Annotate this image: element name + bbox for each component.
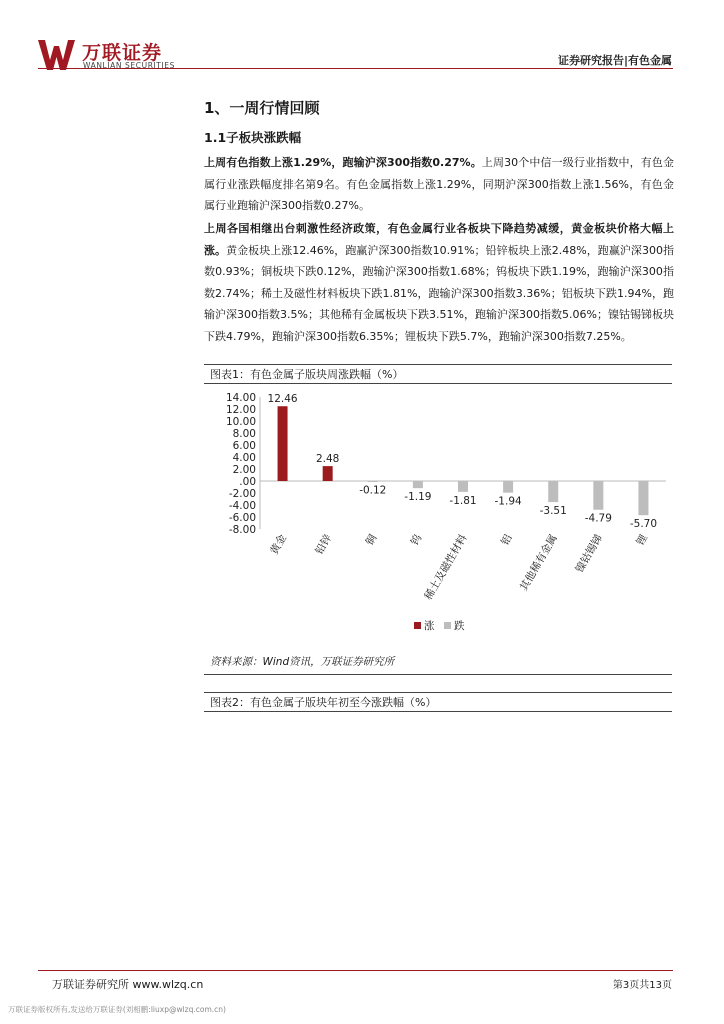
bar (413, 481, 423, 488)
y-tick-label: -4.00 (228, 500, 256, 512)
figure1-source: 资料来源：Wind资讯，万联证券研究所 (210, 656, 395, 668)
bar (593, 481, 603, 510)
data-label: -1.94 (494, 495, 522, 508)
x-category-label: 钨 (408, 532, 425, 548)
data-label: -4.79 (584, 512, 612, 525)
x-category-label: 铝 (499, 532, 515, 548)
figure1-bottom-rule (204, 674, 672, 675)
data-label: -0.12 (359, 484, 387, 497)
y-tick-label: 12.00 (225, 404, 256, 416)
bar (323, 466, 333, 481)
data-label: -3.51 (539, 505, 567, 518)
x-category-label: 其他稀有金属 (517, 532, 560, 594)
data-label: -1.81 (449, 494, 477, 507)
x-category-label: 锂 (634, 532, 651, 548)
logo-english-name: WANLIAN SECURITIES (83, 61, 176, 70)
x-category-label: 铅锌 (313, 532, 335, 557)
y-tick-label: 10.00 (225, 416, 256, 428)
figure1-title: 图表1：有色金属子版块周涨跌幅（%） (204, 364, 672, 384)
data-label: 2.48 (315, 453, 340, 466)
bar (368, 481, 378, 482)
logo-chinese-name: 万联证券 (82, 42, 163, 64)
y-tick-label: 14.00 (225, 392, 256, 404)
paragraph-subsector-detail (204, 218, 674, 348)
y-tick-label: -6.00 (228, 512, 256, 524)
paragraph-body: 黄金板块上涨12.46%，跑赢沪深300指数10.91%；铅锌板块上涨2.48%，跑赢沪深300指数0.93%；铜板块下跌0.12%，跑输沪深300指数1.68%；钨板块下跌1.19%，跑输沪深300指数2.74%；稀土及磁性材料板块下跌1.81%，跑输沪深300指数3.36%；铝板块下跌1.94%，跑输沪深300指数3.5%；其他稀有金属板块下跌3.51%，跑输沪深300指数5.06%；镍钴锡锑板块下跌4.79%，跑输沪深300指数6.35%；锂板块下跌5.7%，跑输沪深300指数7.25%。 (204, 243, 674, 343)
bar (548, 481, 558, 502)
x-category-label: 黄金 (268, 532, 290, 557)
copyright-notice: 万联证券版权所有,发送给万联证券(刘相鹏:liuxp@wlzq.com.cn) (8, 1005, 226, 1014)
y-tick-label: 2.00 (232, 464, 256, 476)
report-category: 证券研究报告|有色金属 (557, 54, 672, 67)
bar (503, 481, 513, 493)
y-tick-label: .00 (239, 476, 256, 488)
legend-swatch (444, 622, 451, 629)
y-tick-label: -2.00 (228, 488, 256, 500)
subsection-heading: 1.1子板块涨跌幅 (204, 130, 302, 145)
paragraph-lead: 上周有色指数上涨1.29%，跑输沪深300指数0.27%。 (204, 156, 482, 169)
paragraph-lead: 上周各国相继出台刺激性经济政策，有色金属行业各板块下降趋势减缓，黄金板块价格大幅上涨。 (204, 222, 674, 257)
y-tick-label: -8.00 (228, 524, 256, 536)
page-number: 第3页共13页 (612, 980, 672, 991)
figure2-title: 图表2：有色金属子版块年初至今涨跌幅（%） (204, 692, 672, 712)
bar (278, 406, 288, 481)
footer-divider (38, 970, 673, 971)
y-tick-label: 4.00 (232, 452, 256, 464)
bar (638, 481, 648, 515)
section-heading: 1、一周行情回顾 (204, 99, 320, 117)
x-category-label: 镍钴锡锑 (573, 532, 605, 575)
legend-label: 涨 (424, 620, 435, 632)
paragraph-body: 上周30个中信一级行业指数中，有色金属行业涨跌幅度排名第9名。有色金属指数上涨1.29%，同期沪深300指数上涨1.56%，有色金属行业跑输沪深300指数0.27%。 (204, 156, 674, 213)
company-logo (38, 38, 198, 72)
wanlian-w-logo-icon (38, 40, 78, 70)
y-tick-label: 6.00 (232, 440, 256, 452)
legend-swatch (414, 622, 421, 629)
y-tick-label: 8.00 (232, 428, 256, 440)
x-category-label: 铜 (363, 532, 380, 548)
legend-label: 跌 (454, 620, 465, 632)
data-label: -1.19 (404, 491, 432, 504)
footer-website: 万联证券研究所 www.wlzq.cn (52, 978, 204, 991)
header-divider (38, 68, 673, 69)
bar (458, 481, 468, 492)
data-label: 12.46 (267, 393, 298, 406)
chart-canvas (204, 384, 672, 652)
paragraph-weekly-summary (204, 152, 674, 217)
data-label: -5.70 (629, 518, 658, 531)
subsector-weekly-bar-chart (204, 384, 672, 652)
x-category-label: 稀土及磁性材料 (422, 532, 470, 603)
